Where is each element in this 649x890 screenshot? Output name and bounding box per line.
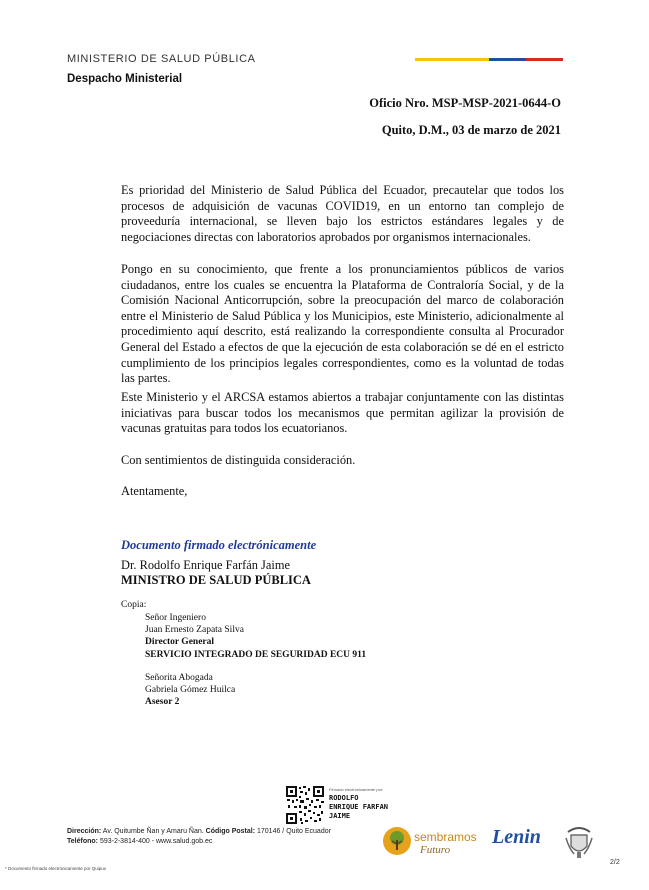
recipient-org: SERVICIO INTEGRADO DE SEGURIDAD ECU 911 <box>145 649 367 660</box>
lenin-signature-logo: Lenin <box>492 826 541 848</box>
letter-date: Quito, D.M., 03 de marzo de 2021 <box>381 123 561 137</box>
recipient-name: Gabriela Gómez Huilca <box>145 685 236 696</box>
paragraph-2: Pongo en su conocimiento, que frente a los pronunciamientos públicos de varios ciudadanos, entre los cuales se encuentra la Plataforma de Contraloría Social, y de la Comisión Nacional Anticorrupción, sobre la preocupación del marco de colaboración entre el Ministerio de Salud Pública y los Municipios, este Ministerio, adicionalmente al procedimiento aquí descrito, está realizando la correspondiente consulta al Procurador General del Estado a efectos de que la ejecución de esta colaboración se dé en el estricto cumplimiento de los principios legales correspondientes, como es la voluntad de todas las partes. <box>121 262 564 386</box>
flag-stripe-yellow <box>415 58 489 61</box>
paragraph-1: Es prioridad del Ministerio de Salud Pública del Ecuador, precautelar que todos los procesos de adquisición de vacunas COVID19, en un entorno tan complejo de proveeduría internacional, se lleven bajo los estrictos estándares legales y de negociaciones directas con laboratorios aprobados por organismos internacionales. <box>121 183 564 244</box>
office-name: Despacho Ministerial <box>67 73 183 85</box>
recipient-salutation: Señor Ingeniero <box>145 613 206 623</box>
postal-label: Código Postal: <box>205 828 256 835</box>
qr-code-icon <box>285 785 325 825</box>
phone-value: 593-2-3814-400 - www.salud.gob.ec <box>99 838 213 845</box>
recipient-role: Asesor 2 <box>145 697 180 708</box>
recipient-role: Director General <box>145 637 215 648</box>
flag-stripe-blue <box>489 58 526 61</box>
address-value: Av. Quitumbe Ñan y Amaru Ñan. <box>102 828 204 835</box>
electronic-signature-note: Documento firmado electrónicamente <box>121 538 317 552</box>
stamp-signer <box>329 794 388 821</box>
recipient-name: Juan Ernesto Zapata Silva <box>145 625 244 636</box>
ministry-name: MINISTERIO DE SALUD PÚBLICA <box>67 53 256 65</box>
paragraph-3: Este Ministerio y el ARCSA estamos abiertos a trabajar conjuntamente con las distintas iniciativas para buscar todos los mecanismos que permitan agilizar la provisión de vacunas gratuitas para todos los ecuatorianos. <box>121 390 564 436</box>
closing-line: Con sentimientos de distinguida consideración. <box>121 453 356 467</box>
phone-label: Teléfono: <box>67 838 98 845</box>
coat-of-arms-icon <box>564 826 594 860</box>
recipient-salutation: Señorita Abogada <box>145 673 213 683</box>
copy-label: Copia: <box>121 600 147 610</box>
tree-logo-icon <box>382 826 412 856</box>
footer-address <box>67 827 331 847</box>
stamp-line: JAIME <box>329 812 351 820</box>
postal-value: 170146 / Quito Ecuador <box>257 828 331 835</box>
salutation: Atentamente, <box>121 484 188 498</box>
copy-recipient-2 <box>145 672 235 709</box>
sembramos-logo-text: sembramos <box>414 830 477 844</box>
futuro-logo-text: Futuro <box>420 844 451 856</box>
signer-title: MINISTRO DE SALUD PÚBLICA <box>121 573 311 587</box>
address-label: Dirección: <box>67 828 102 835</box>
stamp-line: RODOLFO <box>329 794 359 802</box>
flag-stripe-red <box>526 58 563 61</box>
page-number: 2/2 <box>610 859 620 866</box>
oficio-number: Oficio Nro. MSP-MSP-2021-0644-O <box>369 96 561 110</box>
quipux-note: * Documento firmado electrónicamente por Quipux <box>5 866 107 871</box>
copy-recipient-1 <box>145 612 366 661</box>
stamp-caption: Firmado electrónicamente por: <box>329 787 384 792</box>
signer-name: Dr. Rodolfo Enrique Farfán Jaime <box>121 558 290 572</box>
stamp-line: ENRIQUE FARFAN <box>329 803 389 811</box>
